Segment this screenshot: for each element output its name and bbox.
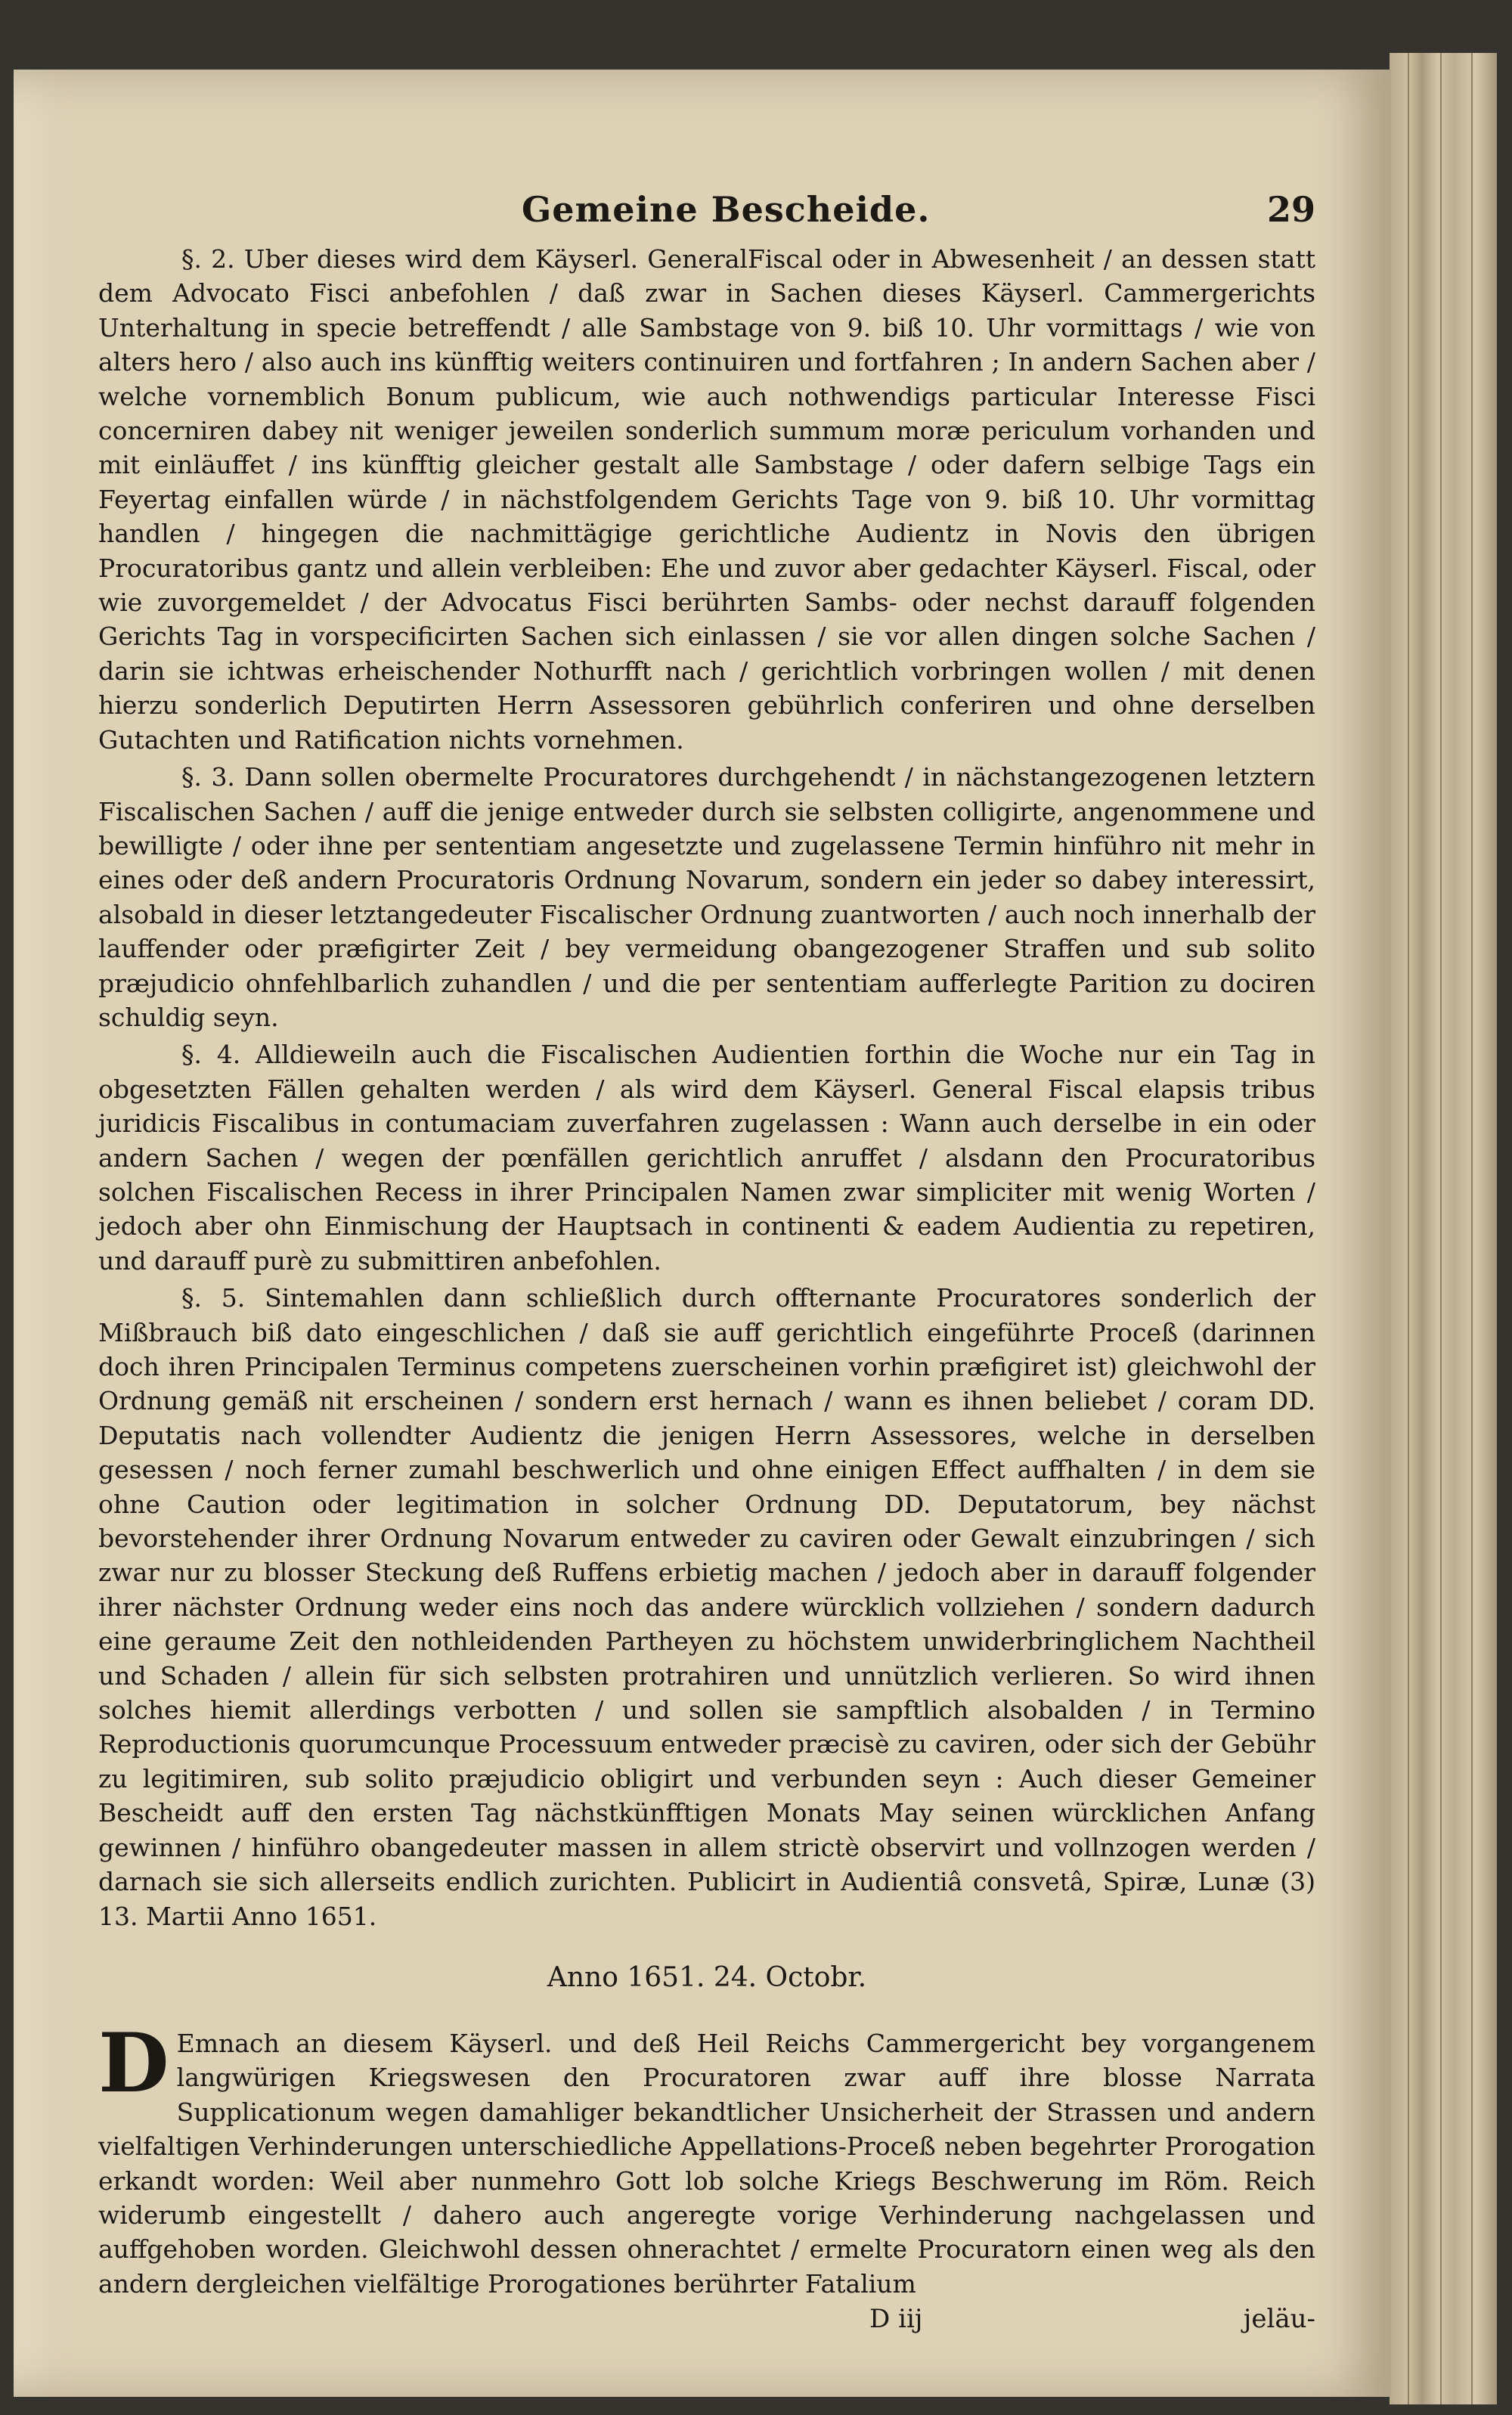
page-number: 29 [1266,189,1315,230]
page-edge-line [1471,53,1473,2404]
year-heading: Anno 1651. 24. Octobr. [547,1961,867,1993]
paragraph-section-5: §. 5. Sintemahlen dann schließlich durch offternante Procuratores sonderlich der Mißbrauch biß dato eingeschlichen / daß sie auff gerichtlich eingeführte Proceß (darinnen doch ihren Principalen Terminus competens zuerscheinen vorhin præfigiret ist) gleichwohl der Ordnung gemäß nit erscheinen / sondern erst hernach / wann es ihnen beliebet / coram DD. Deputatis nach vollendter Audientz die jenigen Herrn Assessores, welche in derselben gesessen / noch ferner zumahl beschwerlich und ohne einigen Effect auffhalten / in dem sie ohne Caution oder legitimation in solcher Ordnung DD. Deputatorum, bey nächst bevorstehender ihrer Ordnung Novarum entweder zu caviren oder Gewalt einzubringen / sich zwar nur zu blosser Steckung deß Ruffens erbietig machen / jedoch aber in darauff folgender ihrer nächster Ordnung weder eins noch das andere würcklich vollziehen / sondern dadurch eine geraume Zeit den nothleidenden Partheyen zu höchstem unwiderbringlichem Nachtheil und Schaden / allein für sich selbsten protrahiren und unnützlich verlieren. So wird ihnen solches hiemit allerdings verbotten / und sollen sie sampftlich alsobalden / in Termino Reproductionis quorumcunque Processuum entweder præcisè zu caviren, oder sich der Gebühr zu legitimiren, sub solito præjudicio obligirt und verbunden seyn : Auch dieser Gemeiner Bescheidt auff den ersten Tag nächstkünfftigen Monats May seinen würcklichen Anfang gewinnen / hinführo obangedeuter massen in allem strictè observirt und vollnzogen werden / darnach sie sich allerseits endlich zurichten. Publicirt in Audientiâ consvetâ, Spiræ, Lunæ (3) 13. Martii Anno 1651. [98,1283,1315,1931]
paragraph-decree-text: Emnach an diesem Käyserl. und deß Heil Reichs Cammergericht bey vorgangenem langwürigen Kriegswesen den Procuratoren zwar auff ihre blosse Narrata Supplicationum wegen damahliger bekandtlicher Unsicherheit der Strassen und andern vielfaltigen Verhinderungen unterschiedliche Appellations-Proceß neben begehrter Prorogation erkandt worden: Weil aber nunmehro Gott lob solche Kriegs Beschwerung im Röm. Reich widerumb eingestellt / dahero auch angeregte vorige Verhinderung nachgelassen und auffgehoben worden. Gleichwohl dessen ohnerachtet / ermelte Procuratorn einen weg als den andern dergleichen vielfältige Prorogationes berührter Fatalium [98,2028,1315,2299]
page-edges [1390,53,1497,2404]
running-head [98,189,1315,242]
page-edge-line [1440,53,1442,2404]
page-content [98,189,1315,2342]
drop-cap-initial: D [98,2015,169,2111]
signature-mark: D iij [869,2304,923,2335]
page-edge-line [1408,53,1409,2404]
paragraph-section-3: §. 3. Dann sollen obermelte Procuratores durchgehendt / in nächstangezogenen letztern Fiscalischen Sachen / auff die jenige entweder durch sie selbsten colligirte, angenommene und bewilligte / oder ihne per sententiam angesetzte und zugelassene Termin hinführo nit mehr in eines oder deß andern Procuratoris Ordnung Novarum, sondern ein jeder so dabey interessirt, alsobald in dieser letztangedeuter Fiscalischer Ordnung zuantworten / auch noch innerhalb der lauffender oder præfigirter Zeit / bey vermeidung obangezogener Straffen und sub solito præjudicio ohnfehlbarlich zuhandlen / und die per sententiam aufferlegte Parition zu dociren schuldig seyn. [98,762,1315,1032]
paragraph-section-2: §. 2. Uber dieses wird dem Käyserl. GeneralFiscal oder in Abwesenheit / an dessen statt dem Advocato Fisci anbefohlen / daß zwar in Sachen dieses Käyserl. Cammergerichts Unterhaltung in specie betreffendt / alle Sambstage von 9. biß 10. Uhr vormittags / wie von alters hero / also auch ins künfftig weiters continuiren und fortfahren ; In andern Sachen aber / welche vornemblich Bonum publicum, wie auch nothwendigs particular Interesse Fisci concerniren dabey nit weniger jeweilen sonderlich summum moræ periculum vorhanden und mit einläuffet / ins künfftig gleicher gestalt alle Sambstage / oder dafern selbige Tags ein Feyertag einfallen würde / in nächstfolgendem Gerichts Tage von 9. biß 10. Uhr vormittag handlen / hingegen die nachmittägige gerichtliche Audientz in Novis den übrigen Procuratoribus gantz und allein verbleiben: Ehe und zuvor aber gedachter Käyserl. Fiscal, oder wie zuvorgemeldet / der Advocatus Fisci berührten Sambs- oder nechst darauff folgenden Gerichts Tag in vorspecificirten Sachen sich einlassen / sie vor allen dingen solche Sachen / darin sie ichtwas erheischender Nothurfft nach / gerichtlich vorbringen wollen / mit denen hierzu sonderlich Deputirten Herrn Assessoren gebührlich conferiren und ohne derselben Gutachten und Ratification nichts vornehmen. [98,244,1315,755]
running-title: Gemeine Bescheide. [522,189,931,230]
paragraph-section-4: §. 4. Alldieweiln auch die Fiscalischen Audientien forthin die Woche nur ein Tag in obgesetzten Fällen gehalten werden / als wird dem Käyserl. General Fiscal elapsis tribus juridicis Fiscalibus in contumaciam zuverfahren zugelassen : Wann auch derselbe in ein oder andern Sachen / wegen der pœnfällen gerichtlich anruffet / alsdann den Procuratoribus solchen Fiscalischen Recess in ihrer Principalen Namen zwar simpliciter mit wenig Worten / jedoch aber ohn Einmischung der Hauptsach in continenti & eadem Audientia zu repetiren, und darauff purè zu submittiren anbefohlen. [98,1040,1315,1276]
page-footer [98,2304,1315,2342]
paragraph-decree-1651 [98,2015,1315,2301]
catchword: jeläu- [1243,2304,1315,2335]
